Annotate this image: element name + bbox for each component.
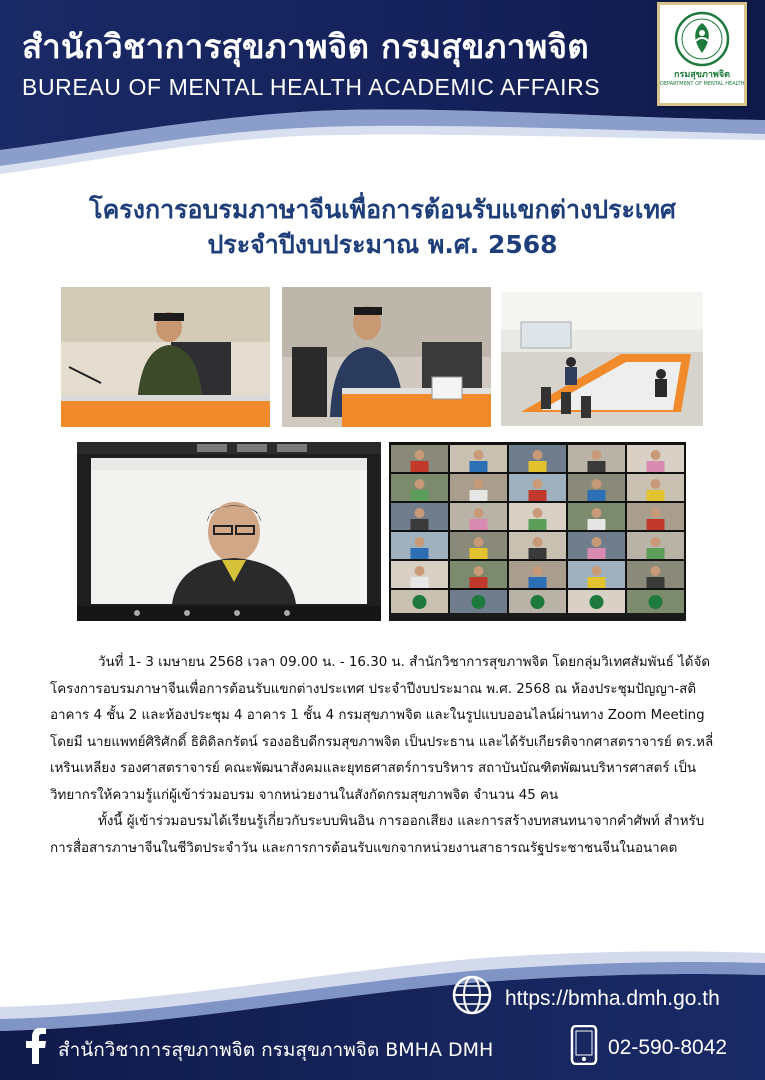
participant-tile bbox=[627, 503, 684, 530]
participant-tile bbox=[509, 590, 566, 617]
video-call-icon bbox=[389, 442, 686, 621]
participant-tile bbox=[391, 503, 448, 530]
news-paragraph-2: ทั้งนี้ ผู้เข้าร่วมอบรมได้เรียนรู้เกี่ยวกับระบบพินอิน การออกเสียง และการสร้างบทสนทนาจากคำศัพท์ สำหรับการสื่อสารภาษาจีนในชีวิตประจำวัน และการการต้อนรับแขกจากหน่วยงานสาธารณรัฐประชาชนจีนในอนาคต bbox=[50, 814, 705, 856]
phone-icon bbox=[570, 1025, 598, 1065]
participant-tile bbox=[509, 503, 566, 530]
video-call-icon bbox=[77, 442, 381, 621]
participant-tile bbox=[509, 474, 566, 501]
participant-tile bbox=[391, 532, 448, 559]
participant-tile bbox=[568, 503, 625, 530]
facebook-page-link[interactable]: สำนักวิชาการสุขภาพจิต กรมสุขภาพจิต BMHA DMH bbox=[58, 1039, 494, 1061]
header-title-thai: สำนักวิชาการสุขภาพจิต กรมสุขภาพจิต bbox=[22, 27, 589, 66]
participant-tile bbox=[450, 561, 507, 588]
participant-tile bbox=[627, 590, 684, 617]
participant-tile bbox=[568, 561, 625, 588]
participant-tile bbox=[391, 561, 448, 588]
participant-tile bbox=[450, 474, 507, 501]
meeting-photo-icon bbox=[61, 287, 270, 427]
photo-meeting-room bbox=[501, 292, 703, 426]
logo-text-thai: กรมสุขภาพจิต bbox=[674, 70, 730, 80]
news-title-line-2: ประจำปีงบประมาณ พ.ศ. 2568 bbox=[207, 230, 558, 259]
news-title-line-1: โครงการอบรมภาษาจีนเพื่อการต้อนรับแขกต่างประเทศ bbox=[89, 195, 676, 224]
participant-tile bbox=[568, 590, 625, 617]
website-link[interactable]: https://bmha.dmh.go.th bbox=[505, 987, 720, 1010]
photo-zoom-lecturer bbox=[77, 442, 381, 621]
meeting-photo-icon bbox=[501, 292, 703, 426]
participant-tile bbox=[450, 590, 507, 617]
participant-tile bbox=[509, 561, 566, 588]
participant-tile bbox=[450, 532, 507, 559]
photo-speaker-1 bbox=[61, 287, 270, 427]
participant-tile bbox=[391, 590, 448, 617]
globe-icon bbox=[452, 975, 492, 1015]
zoom-toolbar bbox=[389, 613, 686, 621]
news-title bbox=[0, 192, 765, 262]
meeting-photo-icon bbox=[282, 287, 491, 427]
header-banner bbox=[0, 0, 765, 175]
logo-text-english: DEPARTMENT OF MENTAL HEALTH bbox=[660, 81, 745, 87]
header-title-english: BUREAU OF MENTAL HEALTH ACADEMIC AFFAIRS bbox=[22, 74, 601, 100]
news-paragraph-1: วันที่ 1- 3 เมษายน 2568 เวลา 09.00 น. - 16.30 น. สำนักวิชาการสุขภาพจิต โดยกลุ่มวิเทศสัมพันธ์ ได้จัดโครงการอบรมภาษาจีนเพื่อการต้อนรับแขกต่างประเทศ ประจำปีงบประมาณ พ.ศ. 2568 ณ ห้องประชุมปัญญา-สติ อาคาร 4 ชั้น 2 และห้องประชุม 4 อาคาร 1 ชั้น 4 กรมสุขภาพจิต และในรูปแบบออนไลน์ผ่านทาง Zoom Meeting โดยมี นายแพทย์ศิริศักดิ์ ธิติดิลกรัตน์ รองอธิบดีกรมสุขภาพจิต เป็นประธาน และได้รับเกียรติจากศาสตราจารย์ ดร.หลี่ เหรินเหลียง รองศาสตราจารย์ คณะพัฒนาสังคมและยุทธศาสตร์การบริหาร สถาบันบัณฑิตพัฒนบริหารศาสตร์ เป็นวิทยากรให้ความรู้แก่ผู้เข้าร่วมอบรม จากหน่วยงานในสังกัดกรมสุขภาพจิต จำนวน 45 คน bbox=[50, 655, 714, 803]
participant-tile bbox=[627, 474, 684, 501]
participant-tile bbox=[627, 445, 684, 472]
participant-tile bbox=[509, 445, 566, 472]
participant-tile bbox=[450, 503, 507, 530]
participant-tile bbox=[627, 561, 684, 588]
footer-banner bbox=[0, 945, 765, 1080]
participant-tile bbox=[391, 474, 448, 501]
participant-tile bbox=[627, 532, 684, 559]
department-logo bbox=[657, 2, 747, 106]
news-body bbox=[50, 650, 722, 862]
participant-tile bbox=[450, 445, 507, 472]
participant-tile bbox=[568, 445, 625, 472]
participant-tile bbox=[509, 532, 566, 559]
phone-number[interactable]: 02-590-8042 bbox=[608, 1036, 728, 1059]
participant-tile bbox=[568, 474, 625, 501]
facebook-icon bbox=[22, 1028, 48, 1064]
photo-zoom-gallery bbox=[389, 442, 686, 621]
mental-health-emblem-icon bbox=[674, 11, 730, 67]
photo-speaker-2 bbox=[282, 287, 491, 427]
participant-tile bbox=[391, 445, 448, 472]
participant-tile bbox=[568, 532, 625, 559]
